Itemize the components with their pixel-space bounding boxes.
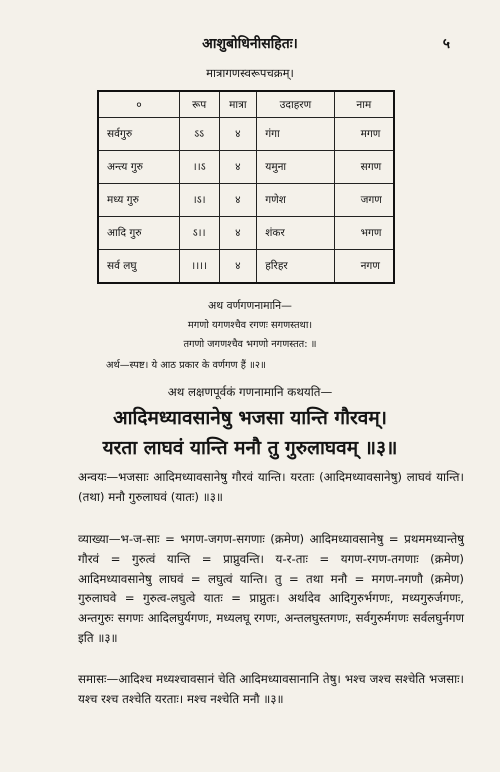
samasa-paragraph: समासः—आदिश्च मध्यश्चावसानं चेति आदिमध्यावसानानि तेषु। भश्च जश्च सश्चेति भजसाः। यश्च रश्च तश्चेति यरताः। मश्च नश्चेति मनौ ॥३॥ — [78, 672, 464, 706]
table-row — [98, 184, 394, 217]
table-cell: ४ — [219, 184, 257, 217]
gana-table — [97, 90, 395, 284]
table-cell: अन्त्य गुरु — [98, 151, 179, 184]
table-cell: ।ऽ। — [179, 184, 219, 217]
table-cell: भगण — [334, 217, 394, 250]
table-cell: ।।ऽ — [179, 151, 219, 184]
intro-verse-line: तगणो जगणश्चैव भगणो नगणस्तत: ॥ — [183, 339, 317, 350]
table-cell: ऽऽ — [179, 118, 219, 151]
vyakhya-paragraph: व्याख्या—भ-ज-साः = भगण-जगण-सगणाः (क्रमेण) आदिमध्यावसानेषु = प्रथममध्यान्तेषु गौरवं = गुरुत्वं यान्ति = प्राप्नुवन्ति। य-र-ताः = यगण-रगण-तगणाः (क्रमेण) आदिमध्यावसानेषु लाघवं = लघुत्वं यान्ति। तु = तथा मनौ = मगण-नगणौ (क्रमेण) गुरुलाघवे = गुरुत्व-लघुत्वे यातः = प्राप्नुतः। अर्थादेव आदिगुरुर्भगणः, मध्यगुरुर्जगणः, अन्तगुरुः सगणः आदिलघुर्यगणः, मध्यलघू रगणः, अन्तलघुस्तगणः, सर्वगुरुर्मगणः सर्वलघुर्नगण इति ॥३॥ — [78, 532, 464, 645]
table-cell: शंकर — [257, 217, 334, 250]
table-header-cell: मात्रा — [219, 91, 257, 118]
table-cell: सर्व लघु — [98, 250, 179, 284]
table-cell: ऽ।। — [179, 217, 219, 250]
table-cell: जगण — [334, 184, 394, 217]
table-cell: सगण — [334, 151, 394, 184]
subheading: अथ लक्षणपूर्वकं गणनामानि कथयति— — [167, 385, 333, 399]
table-cell: मगण — [334, 118, 394, 151]
table-row — [98, 151, 394, 184]
table-cell: मध्य गुरु — [98, 184, 179, 217]
intro-line: अथ वर्णगणनामानि— — [208, 299, 292, 312]
table-cell: ४ — [219, 151, 257, 184]
intro-verse-line: मगणो यगणश्चैव रगणः सगणस्तथा। — [187, 320, 313, 331]
table-cell: हरिहर — [257, 250, 334, 284]
table-cell: गणेश — [257, 184, 334, 217]
page-header — [0, 34, 500, 56]
verse-line: आदिमध्यावसानेषु भजसा यान्ति गौरवम्। — [113, 407, 387, 429]
table-cell: गंगा — [257, 118, 334, 151]
table-row — [98, 118, 394, 151]
table-cell: नगण — [334, 250, 394, 284]
table-cell: ४ — [219, 217, 257, 250]
table-cell: ४ — [219, 118, 257, 151]
table-header-cell: नाम — [334, 91, 394, 118]
table-cell: यमुना — [257, 151, 334, 184]
table-row — [98, 250, 394, 284]
intro-meaning: अर्थ—स्पष्ट। ये आठ प्रकार के वर्णगण हैं ॥२॥ — [106, 360, 266, 371]
table-cell: सर्वगुरु — [98, 118, 179, 151]
table-header-row — [98, 91, 394, 118]
table-row — [98, 217, 394, 250]
table-header-cell: उदाहरण — [257, 91, 334, 118]
table-cell: ४ — [219, 250, 257, 284]
table-caption: मात्रागणस्वरूपचक्रम्। — [206, 66, 294, 80]
table-cell: आदि गुरु — [98, 217, 179, 250]
table-header-cell: रूप — [179, 91, 219, 118]
table-header-cell: ० — [98, 91, 179, 118]
verse-line: यरता लाघवं यान्ति मनौ तु गुरुलाघवम् ॥३॥ — [102, 437, 398, 459]
table-cell: ।।।। — [179, 250, 219, 284]
anvaya-paragraph: अन्वयः—भजसाः आदिमध्यावसानेषु गौरवं यान्ति। यरताः (आदिमध्यावसानेषु) लाघवं यान्ति। (तथा) मनौ गुरुलाघवं (यातः) ॥३॥ — [78, 470, 464, 504]
page-number: ५ — [442, 36, 450, 52]
running-title: आशुबोधिनीसहितः। — [202, 36, 298, 52]
